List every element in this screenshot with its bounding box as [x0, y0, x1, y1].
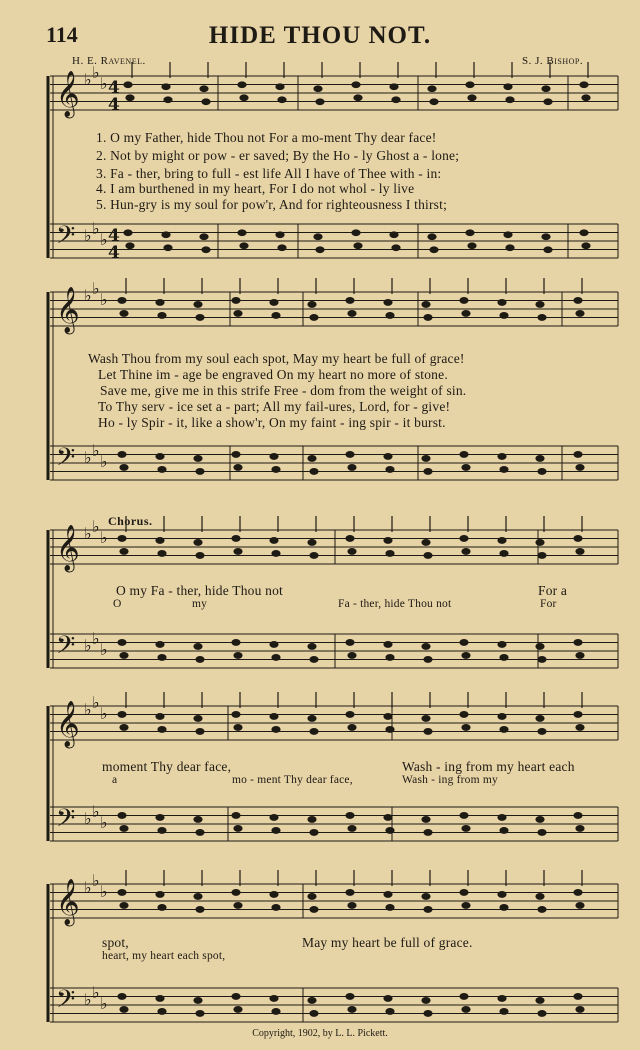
copyright-notice: Copyright, 1902, by L. L. Pickett.	[252, 1028, 388, 1039]
svg-text:𝄞: 𝄞	[56, 701, 80, 747]
svg-text:♭: ♭	[100, 640, 108, 659]
svg-text:♭: ♭	[84, 448, 92, 467]
verse-line: Wash Thou from my soul each spot, May my heart be full of grace!	[88, 351, 465, 366]
chorus-label: Chorus.	[108, 514, 153, 528]
verse-line: 3. Fa - ther, bring to full - est life All I have of Thee with - in:	[96, 166, 442, 181]
svg-text:♭: ♭	[92, 441, 100, 460]
svg-text:♭: ♭	[100, 230, 108, 249]
svg-text:𝄢: 𝄢	[56, 443, 76, 478]
svg-text:𝄢: 𝄢	[56, 221, 76, 256]
lyricist-credit: H. E. Ravenel.	[72, 55, 146, 67]
svg-text:♭: ♭	[84, 524, 92, 543]
svg-text:♭: ♭	[100, 290, 108, 309]
chorus-lyric: For	[540, 598, 557, 610]
svg-text:♭: ♭	[100, 74, 108, 93]
svg-text:♭: ♭	[84, 990, 92, 1009]
svg-text:♭: ♭	[100, 452, 108, 471]
svg-text:♭: ♭	[92, 219, 100, 238]
composer-credit: S. J. Bishop.	[522, 55, 584, 67]
svg-text:♭: ♭	[92, 63, 100, 82]
verse-line: 2. Not by might or pow - er saved; By the Ho - ly Ghost a - lone;	[96, 148, 460, 163]
chorus-lyric: my	[192, 598, 208, 610]
svg-text:♭: ♭	[92, 983, 100, 1002]
svg-text:♭: ♭	[84, 70, 92, 89]
svg-text:♭: ♭	[100, 704, 108, 723]
svg-text:♭: ♭	[92, 629, 100, 648]
svg-text:𝄞: 𝄞	[56, 879, 80, 925]
svg-text:4: 4	[108, 226, 120, 246]
svg-text:♭: ♭	[100, 994, 108, 1013]
svg-text:♭: ♭	[92, 279, 100, 298]
verse-line: 5. Hun-gry is my soul for pow'r, And for righteousness I thirst;	[96, 197, 448, 212]
chorus-lyric: Fa - ther, hide Thou not	[338, 598, 452, 610]
verse-line: To Thy serv - ice set a - part; All my fail-ures, Lord, for - give!	[98, 399, 451, 414]
svg-text:𝄢: 𝄢	[56, 985, 76, 1020]
svg-text:♭: ♭	[84, 226, 92, 245]
svg-text:♭: ♭	[100, 528, 108, 547]
verse-line: Save me, give me in this strife Free - dom from the weight of sin.	[100, 383, 467, 398]
svg-text:♭: ♭	[84, 700, 92, 719]
svg-text:𝄞: 𝄞	[56, 287, 80, 333]
chorus-lyric: moment Thy dear face,	[102, 759, 232, 774]
hymn-title: HIDE THOU NOT.	[208, 22, 432, 49]
svg-text:♭: ♭	[84, 878, 92, 897]
verse-line: Ho - ly Spir - it, like a show'r, On my faint - ing spir - it burst.	[98, 415, 446, 430]
svg-text:♭: ♭	[100, 813, 108, 832]
svg-text:𝄢: 𝄢	[56, 804, 76, 839]
chorus-lyric: spot,	[102, 935, 129, 950]
svg-text:♭: ♭	[84, 809, 92, 828]
svg-text:♭: ♭	[100, 882, 108, 901]
svg-text:4: 4	[108, 95, 120, 115]
svg-text:♭: ♭	[92, 693, 100, 712]
chorus-lyric: For a	[538, 583, 568, 598]
svg-text:♭: ♭	[84, 636, 92, 655]
svg-text:4: 4	[108, 243, 120, 263]
chorus-lyric: Wash - ing from my heart each	[402, 759, 575, 774]
svg-text:♭: ♭	[92, 871, 100, 890]
verse-line: Let Thine im - age be engraved On my heart no more of stone.	[98, 367, 448, 382]
chorus-lyric: mo - ment Thy dear face,	[232, 774, 353, 786]
chorus-lyric: May my heart be full of grace.	[302, 935, 473, 950]
verse-line: 1. O my Father, hide Thou not For a mo-ment Thy dear face!	[96, 130, 437, 145]
svg-text:𝄞: 𝄞	[56, 525, 80, 571]
svg-text:♭: ♭	[92, 517, 100, 536]
chorus-lyric: O my Fa - ther, hide Thou not	[116, 583, 283, 598]
svg-text:♭: ♭	[92, 802, 100, 821]
svg-text:4: 4	[108, 78, 120, 98]
chorus-lyric: O	[113, 598, 122, 610]
svg-text:𝄞: 𝄞	[56, 71, 80, 117]
chorus-lyric: a	[112, 774, 118, 786]
page-number: 114	[46, 22, 78, 47]
chorus-lyric: Wash - ing from my	[402, 774, 498, 786]
svg-text:♭: ♭	[84, 286, 92, 305]
chorus-lyric: heart, my heart each spot,	[102, 950, 226, 962]
verse-line: 4. I am burthened in my heart, For I do not whol - ly live	[96, 181, 415, 196]
svg-text:𝄢: 𝄢	[56, 631, 76, 666]
